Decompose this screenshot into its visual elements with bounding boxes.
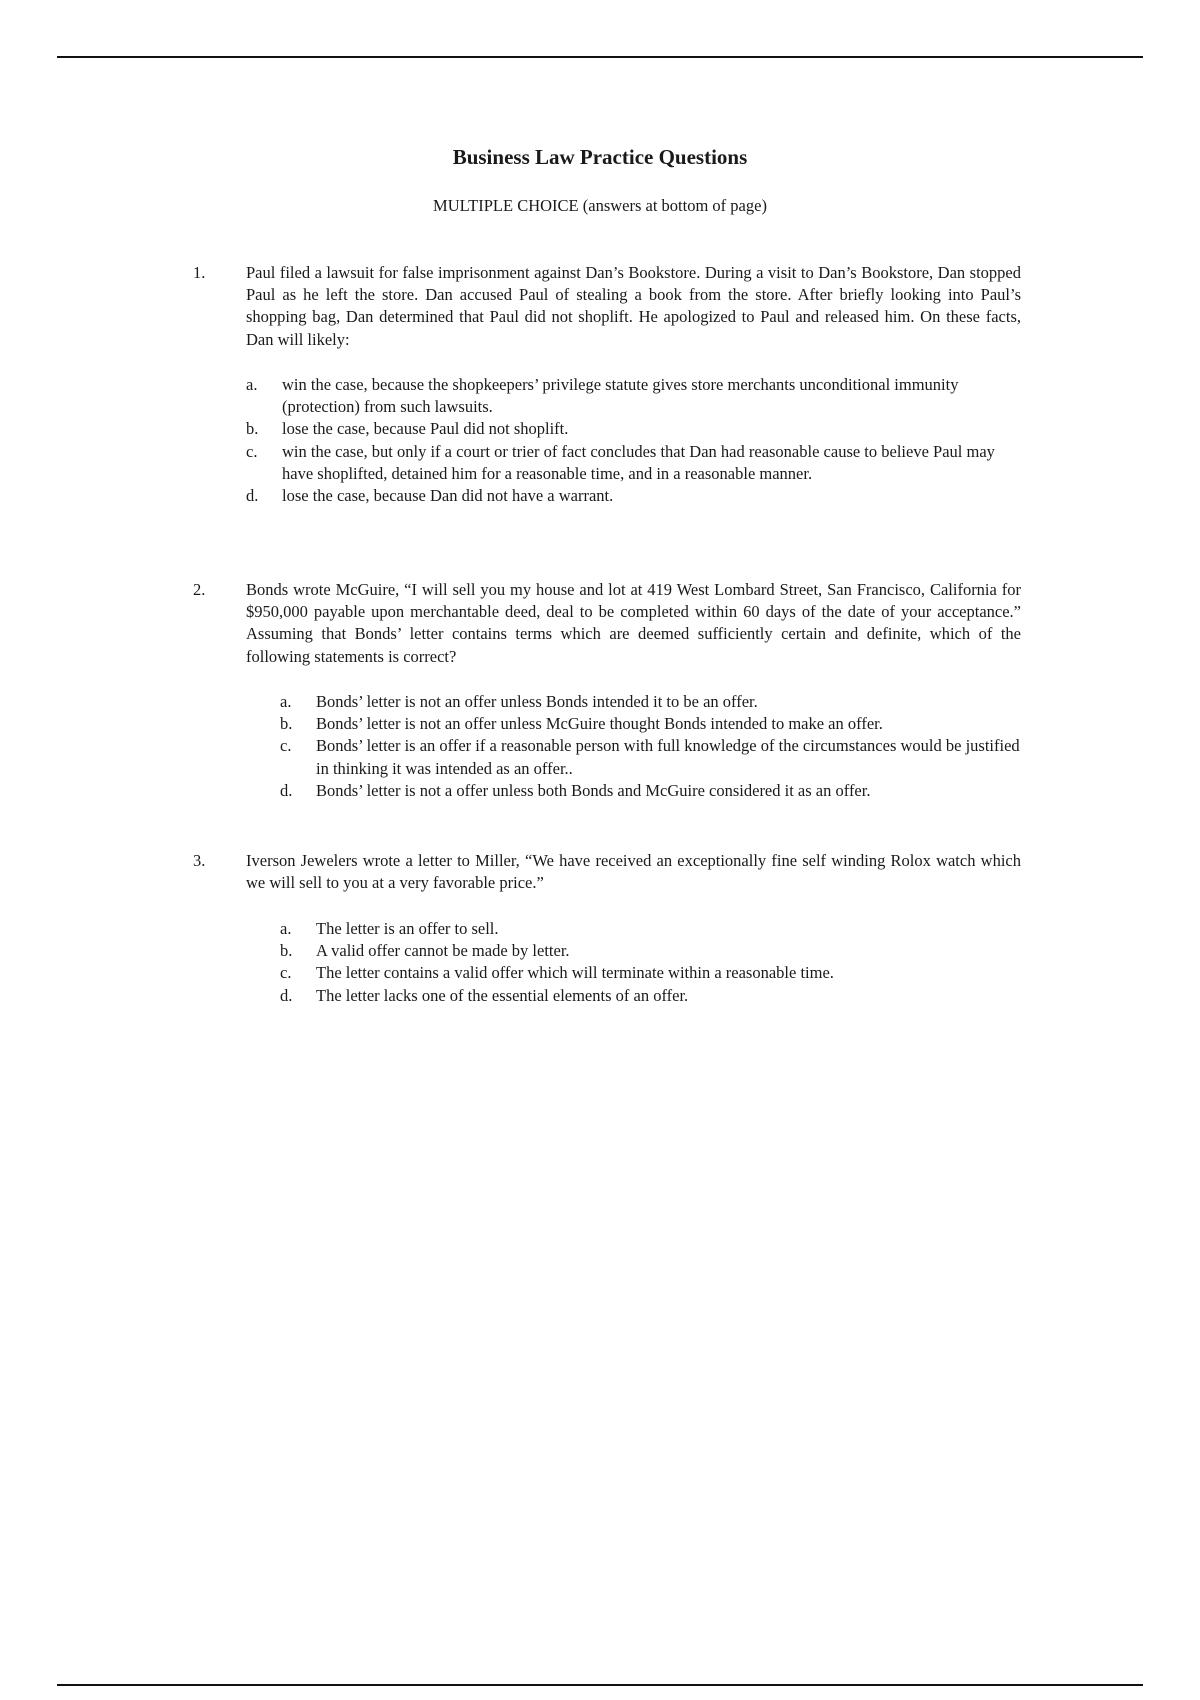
option-letter: b. [246,419,259,439]
option-letter: c. [280,963,292,983]
question-stem: Iverson Jewelers wrote a letter to Miller, “We have received an exceptionally fine self winding Rolox watch which we will sell to you at a very favorable price.” [246,851,1021,893]
option-letter: c. [246,441,258,461]
answer-option-b [280,713,1020,735]
option-letter: d. [246,486,259,506]
option-text: Bonds’ letter is an offer if a reasonable person with full knowledge of the circumstances would be justified in thinking it was intended as an offer.. [316,736,1020,778]
answer-option-b [246,418,1006,440]
option-text: The letter contains a valid offer which will terminate within a reasonable time. [316,963,834,983]
page-subtitle: MULTIPLE CHOICE (answers at bottom of page) [433,196,767,215]
option-text: lose the case, because Dan did not have a warrant. [282,486,614,506]
answer-option-c [280,735,1020,779]
page-title: Business Law Practice Questions [452,145,748,169]
option-text: The letter is an offer to sell. [316,919,499,938]
option-letter: c. [280,736,292,756]
answer-option-c [280,962,1020,984]
bottom-rule [57,1684,1143,1686]
question-number: 2. [193,580,206,599]
question-number: 1. [193,263,206,282]
question-stem: Bonds wrote McGuire, “I will sell you my house and lot at 419 West Lombard Street, San Francisco, California for $950,000 payable upon merchantable deed, deal to be completed within 60 days of the date of your acceptance.” Assuming that Bonds’ letter contains terms which are deemed sufficiently certain and definite, which of the following statements is correct? [246,580,1021,666]
question-stem: Paul filed a lawsuit for false imprisonment against Dan’s Bookstore. During a visit to Dan’s Bookstore, Dan stopped Paul as he left the store. Dan accused Paul of stealing a book from the store. After briefly looking into Paul’s shopping bag, Dan determined that Paul did not shoplift. He apologized to Paul and released him. On these facts, Dan will likely: [246,263,1021,349]
answer-option-d [246,485,1006,507]
option-letter: b. [280,714,293,734]
answer-options [280,691,1020,802]
answer-option-a [246,374,1006,418]
answer-option-c [246,441,1006,485]
answer-options [246,374,1006,507]
answer-option-d [280,780,1020,802]
option-letter: d. [280,985,293,1005]
option-text: win the case, but only if a court or trier of fact concludes that Dan had reasonable cause to believe Paul may have shoplifted, detained him for a reasonable time, and in a reasonable manner. [282,441,995,483]
option-text: Bonds’ letter is not an offer unless McGuire thought Bonds intended to make an offer. [316,714,883,734]
option-text: The letter lacks one of the essential elements of an offer. [316,985,689,1005]
answer-option-a [280,918,1020,940]
answer-options [280,918,1020,1007]
answer-option-a [280,691,1020,713]
option-letter: a. [280,692,292,711]
option-letter: a. [246,375,258,394]
question-number: 3. [193,851,206,870]
option-letter: a. [280,919,292,938]
answer-option-d [280,985,1020,1007]
option-text: A valid offer cannot be made by letter. [316,941,570,961]
option-text: Bonds’ letter is not a offer unless both Bonds and McGuire considered it as an offer. [316,780,871,800]
answer-option-b [280,940,1020,962]
option-letter: d. [280,780,293,800]
option-text: win the case, because the shopkeepers’ privilege statute gives store merchants unconditional immunity (protection) from such lawsuits. [282,375,959,417]
top-rule [57,56,1143,58]
option-text: lose the case, because Paul did not shoplift. [282,419,569,439]
option-text: Bonds’ letter is not an offer unless Bonds intended it to be an offer. [316,692,758,711]
option-letter: b. [280,941,293,961]
